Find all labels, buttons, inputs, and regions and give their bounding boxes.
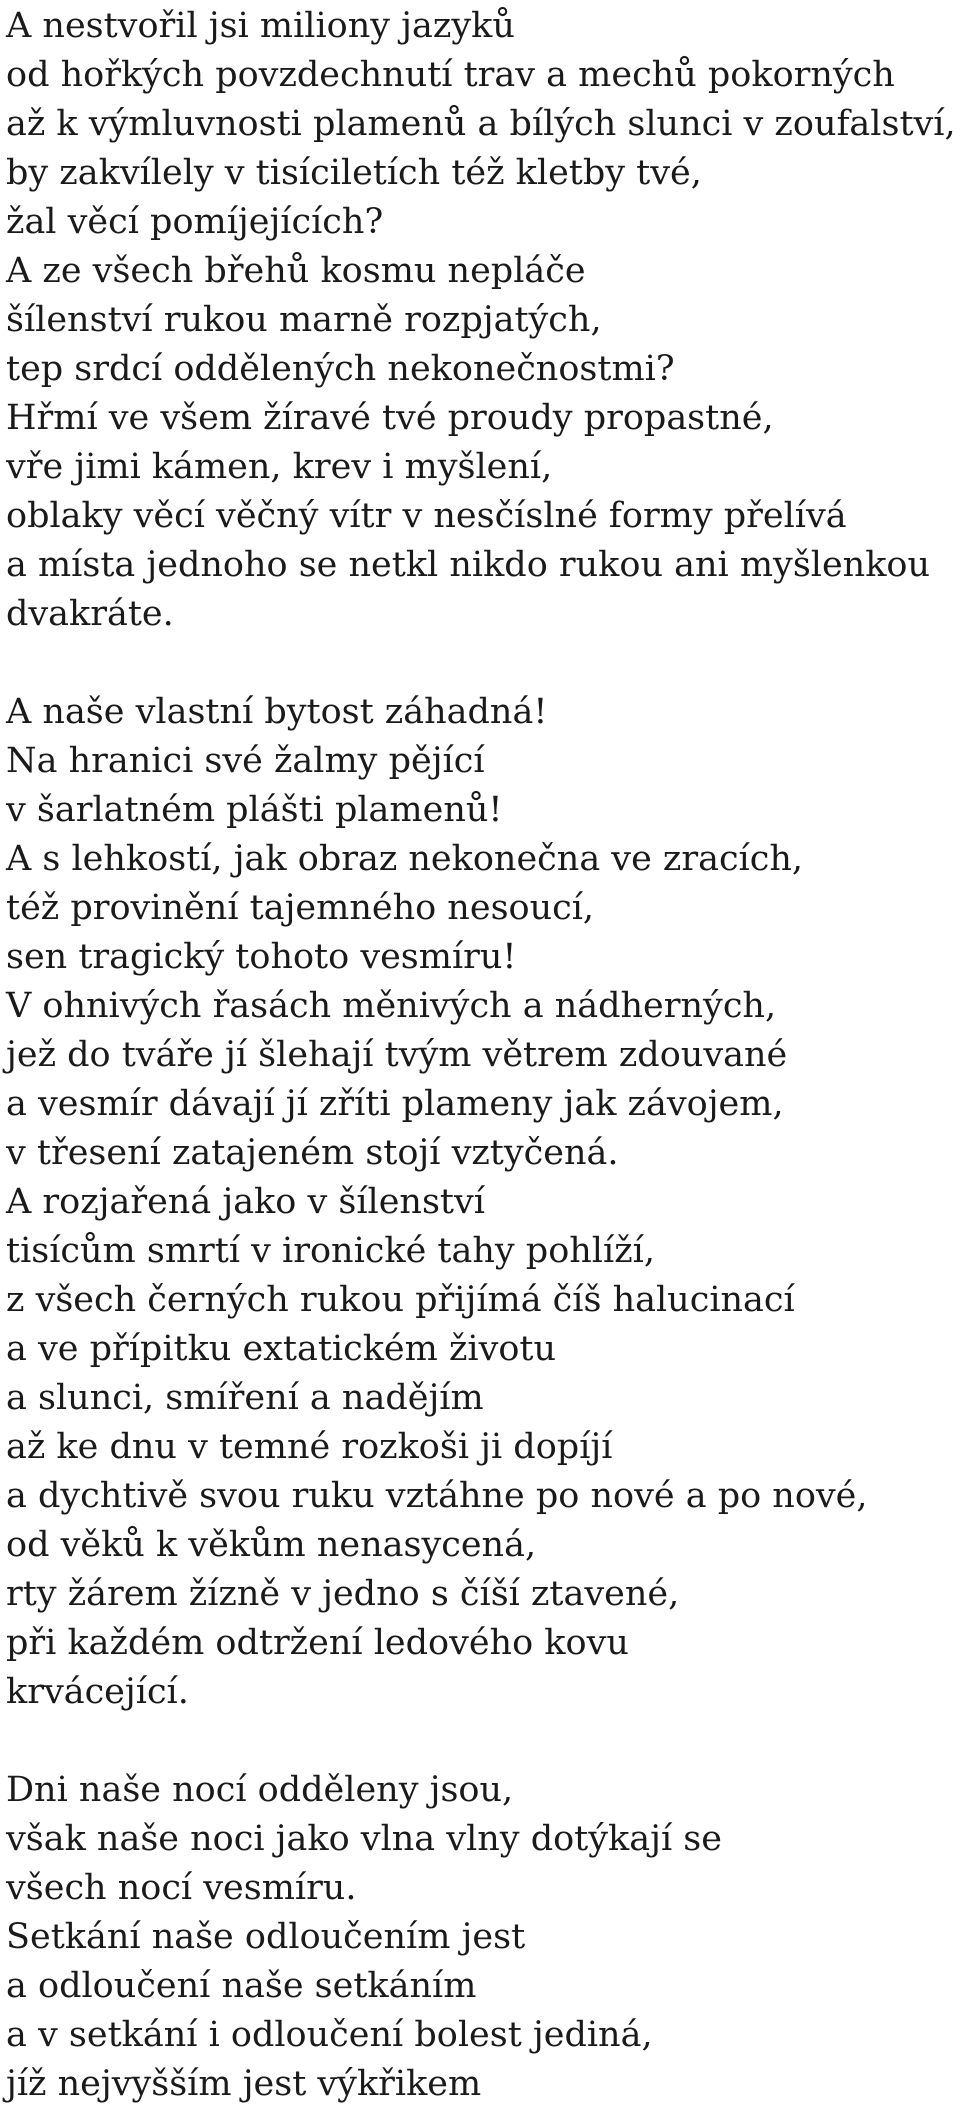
poem-line: rty žárem žízně v jedno s číší ztavené,: [6, 1574, 680, 1614]
poem-line: Na hranici své žalmy pějící: [6, 741, 485, 781]
poem-line: a místa jednoho se netkl nikdo rukou ani myšlenkou: [6, 545, 931, 585]
poem-line: Hřmí ve všem žíravé tvé proudy propastné,: [6, 398, 774, 438]
poem-line: žal věcí pomíjejících?: [6, 202, 384, 242]
poem-line: A rozjařená jako v šílenství: [6, 1182, 485, 1222]
poem-line: šílenství rukou marně rozpjatých,: [6, 300, 602, 340]
poem-line: oblaky věcí věčný vítr v nesčíslné formy přelívá: [6, 496, 847, 536]
poem-line: všech nocí vesmíru.: [6, 1868, 357, 1908]
poem-line: vře jimi kámen, krev i myšlení,: [6, 447, 553, 487]
poem-line: a v setkání i odloučení bolest jediná,: [6, 2015, 653, 2055]
poem-line: A s lehkostí, jak obraz nekonečna ve zracích,: [6, 839, 804, 879]
poem-line: až ke dnu v temné rozkoši ji dopíjí: [6, 1427, 613, 1467]
poem-text: [6, 2, 960, 2109]
stanza-2: [6, 688, 960, 1717]
poem-line: A ze všech břehů kosmu nepláče: [6, 251, 586, 291]
poem-line: však naše noci jako vlna vlny dotýkají se: [6, 1819, 722, 1859]
poem-line: a odloučení naše setkáním: [6, 1966, 477, 2006]
poem-line: a vesmír dávají jí zříti plameny jak závojem,: [6, 1084, 784, 1124]
stanza-1: [6, 2, 960, 639]
poem-line: až k výmluvnosti plamenů a bílých slunci v zoufalství,: [6, 104, 956, 144]
poem-line: A naše vlastní bytost záhadná!: [6, 692, 548, 732]
poem-line: od věků k věkům nenasycená,: [6, 1525, 537, 1565]
poem-line: a ve přípitku extatickém životu: [6, 1329, 557, 1369]
poem-line: a slunci, smíření a nadějím: [6, 1378, 484, 1418]
poem-line: V ohnivých řasách měnivých a nádherných,: [6, 986, 777, 1026]
poem-line: jíž nejvyšším jest výkřikem: [6, 2064, 482, 2104]
poem-line: dvakráte.: [6, 594, 174, 634]
poem-line: v šarlatném plášti plamenů!: [6, 790, 503, 830]
poem-line: tep srdcí oddělených nekonečnostmi?: [6, 349, 675, 389]
poem-line: v třesení zatajeném stojí vztyčená.: [6, 1133, 619, 1173]
poem-line: jež do tváře jí šlehají tvým větrem zdouvané: [6, 1035, 788, 1075]
stanza-3: [6, 1766, 960, 2109]
poem-line: od hořkých povzdechnutí trav a mechů pokorných: [6, 55, 895, 95]
poem-line: též provinění tajemného nesoucí,: [6, 888, 595, 928]
poem-line: tisícům smrtí v ironické tahy pohlíží,: [6, 1231, 655, 1271]
poem-line: by zakvílely v tisíciletích též kletby tvé,: [6, 153, 702, 193]
poem-line: při každém odtržení ledového kovu: [6, 1623, 629, 1663]
poem-line: krvácející.: [6, 1672, 189, 1712]
poem-line: sen tragický tohoto vesmíru!: [6, 937, 517, 977]
poem-line: z všech černých rukou přijímá číš halucinací: [6, 1280, 795, 1320]
poem-line: A nestvořil jsi miliony jazyků: [6, 6, 515, 46]
poem-line: Setkání naše odloučením jest: [6, 1917, 526, 1957]
poem-line: Dni naše nocí odděleny jsou,: [6, 1770, 514, 1810]
poem-line: a dychtivě svou ruku vztáhne po nové a po nové,: [6, 1476, 868, 1516]
